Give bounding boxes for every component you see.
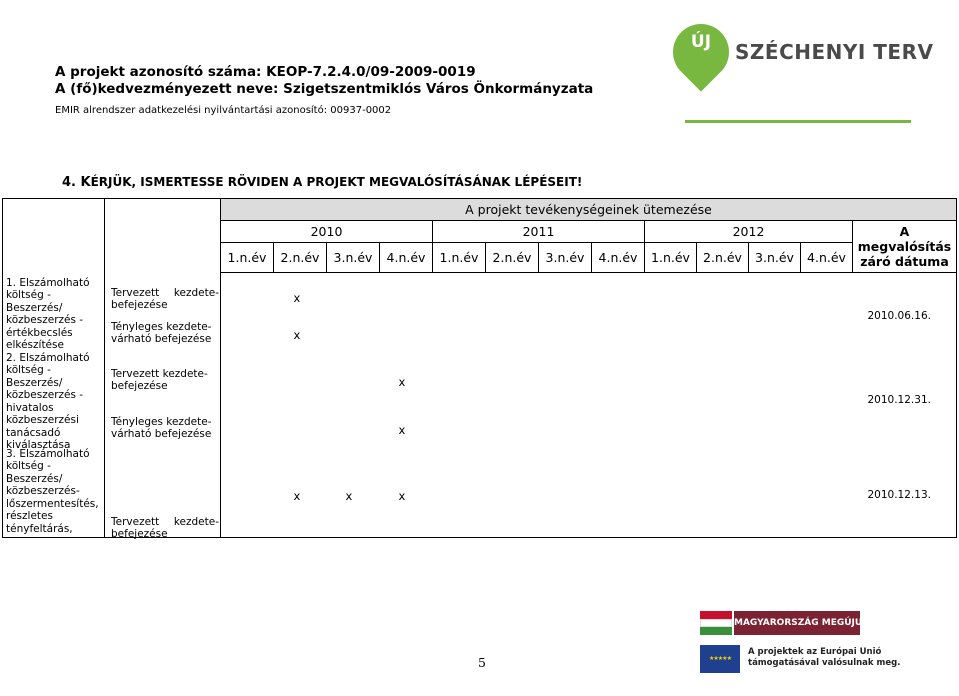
quarter-header: 2.n.év: [486, 243, 539, 273]
schedule-mark: x: [293, 328, 301, 342]
closing-date-header: A megvalósítás záró dátuma: [853, 221, 957, 273]
quarter-header: 2.n.év: [274, 243, 327, 273]
quarter-header: 4.n.év: [380, 243, 433, 273]
activity-4: Tényleges kezdete- várható befejezése: [111, 415, 212, 440]
quarter-header: 4.n.év: [801, 243, 853, 273]
year-2010: 2010: [221, 221, 433, 243]
category-2: 2. Elszámolható költség - Beszerzés/ közbeszerzés - hivatalos közbeszerzési tanácsadó kiválasztása: [6, 351, 90, 451]
category-3: 3. Elszámolható költség - Beszerzés/ közbeszerzés- lőszermentesítés, részletes tényfeltárás,: [6, 447, 99, 535]
schedule-mark: x: [398, 423, 406, 437]
category-1: 1. Elszámolható költség - Beszerzés/ közbeszerzés - értékbecslés elkészítése: [6, 276, 90, 351]
beneficiary-line: A (fő)kedvezményezett neve: Szigetszentmiklós Város Önkormányzata: [55, 81, 594, 97]
eu-flag-icon: ★★★★★: [700, 645, 740, 673]
eu-support-logo: ★★★★★ A projektek az Európai Unió támogatásával valósulnak meg.: [700, 645, 880, 675]
schedule-mark: x: [293, 291, 301, 305]
year-2012: 2012: [645, 221, 853, 243]
emir-id-line: EMIR alrendszer adatkezelési nyilvántartási azonosító: 00937-0002: [55, 105, 392, 116]
section-heading: 4. KÉRJÜK, ISMERTESSE RÖVIDEN A PROJEKT MEGVALÓSÍTÁSÁNAK LÉPÉSEIT!: [62, 175, 583, 190]
closing-date-1: 2010.06.16.: [867, 310, 931, 322]
quarter-header: 4.n.év: [592, 243, 645, 273]
closing-date-2: 2010.12.31.: [867, 394, 931, 406]
schedule-mark: x: [293, 489, 301, 503]
logo-underline: [685, 120, 911, 123]
quarter-header: 1.n.év: [433, 243, 486, 273]
activity-2: Tényleges kezdete- várható befejezése: [111, 320, 212, 345]
schedule-table: [2, 198, 957, 538]
magyarorszag-megujul-logo: MAGYARORSZÁG MEGÚJUL: [700, 611, 860, 635]
quarter-header: 3.n.év: [327, 243, 380, 273]
year-2011: 2011: [433, 221, 645, 243]
schedule-mark: x: [345, 489, 353, 503]
closing-date-3: 2010.12.13.: [867, 489, 931, 501]
hungarian-flag-icon: [700, 611, 732, 635]
quarter-header: 1.n.év: [645, 243, 697, 273]
szechenyi-terv-logo: ÚJ SZÉCHENYI TERV: [673, 24, 923, 124]
page-number: 5: [478, 655, 486, 670]
quarter-header: 3.n.év: [749, 243, 801, 273]
schedule-mark: x: [398, 489, 406, 503]
activity-1: Tervezett kezdete- befejezése: [111, 286, 219, 311]
quarter-header: 3.n.év: [539, 243, 592, 273]
schedule-title: A projekt tevékenységeinek ütemezése: [221, 199, 957, 221]
quarter-header: 1.n.év: [221, 243, 274, 273]
schedule-mark: x: [398, 375, 406, 389]
project-id-line: A projekt azonosító száma: KEOP-7.2.4.0/09-2009-0019: [55, 64, 476, 80]
quarter-header: 2.n.év: [697, 243, 749, 273]
activity-5: Tervezett kezdete- befejezése: [111, 515, 219, 540]
activity-3: Tervezett kezdete- befejezése: [111, 367, 208, 392]
